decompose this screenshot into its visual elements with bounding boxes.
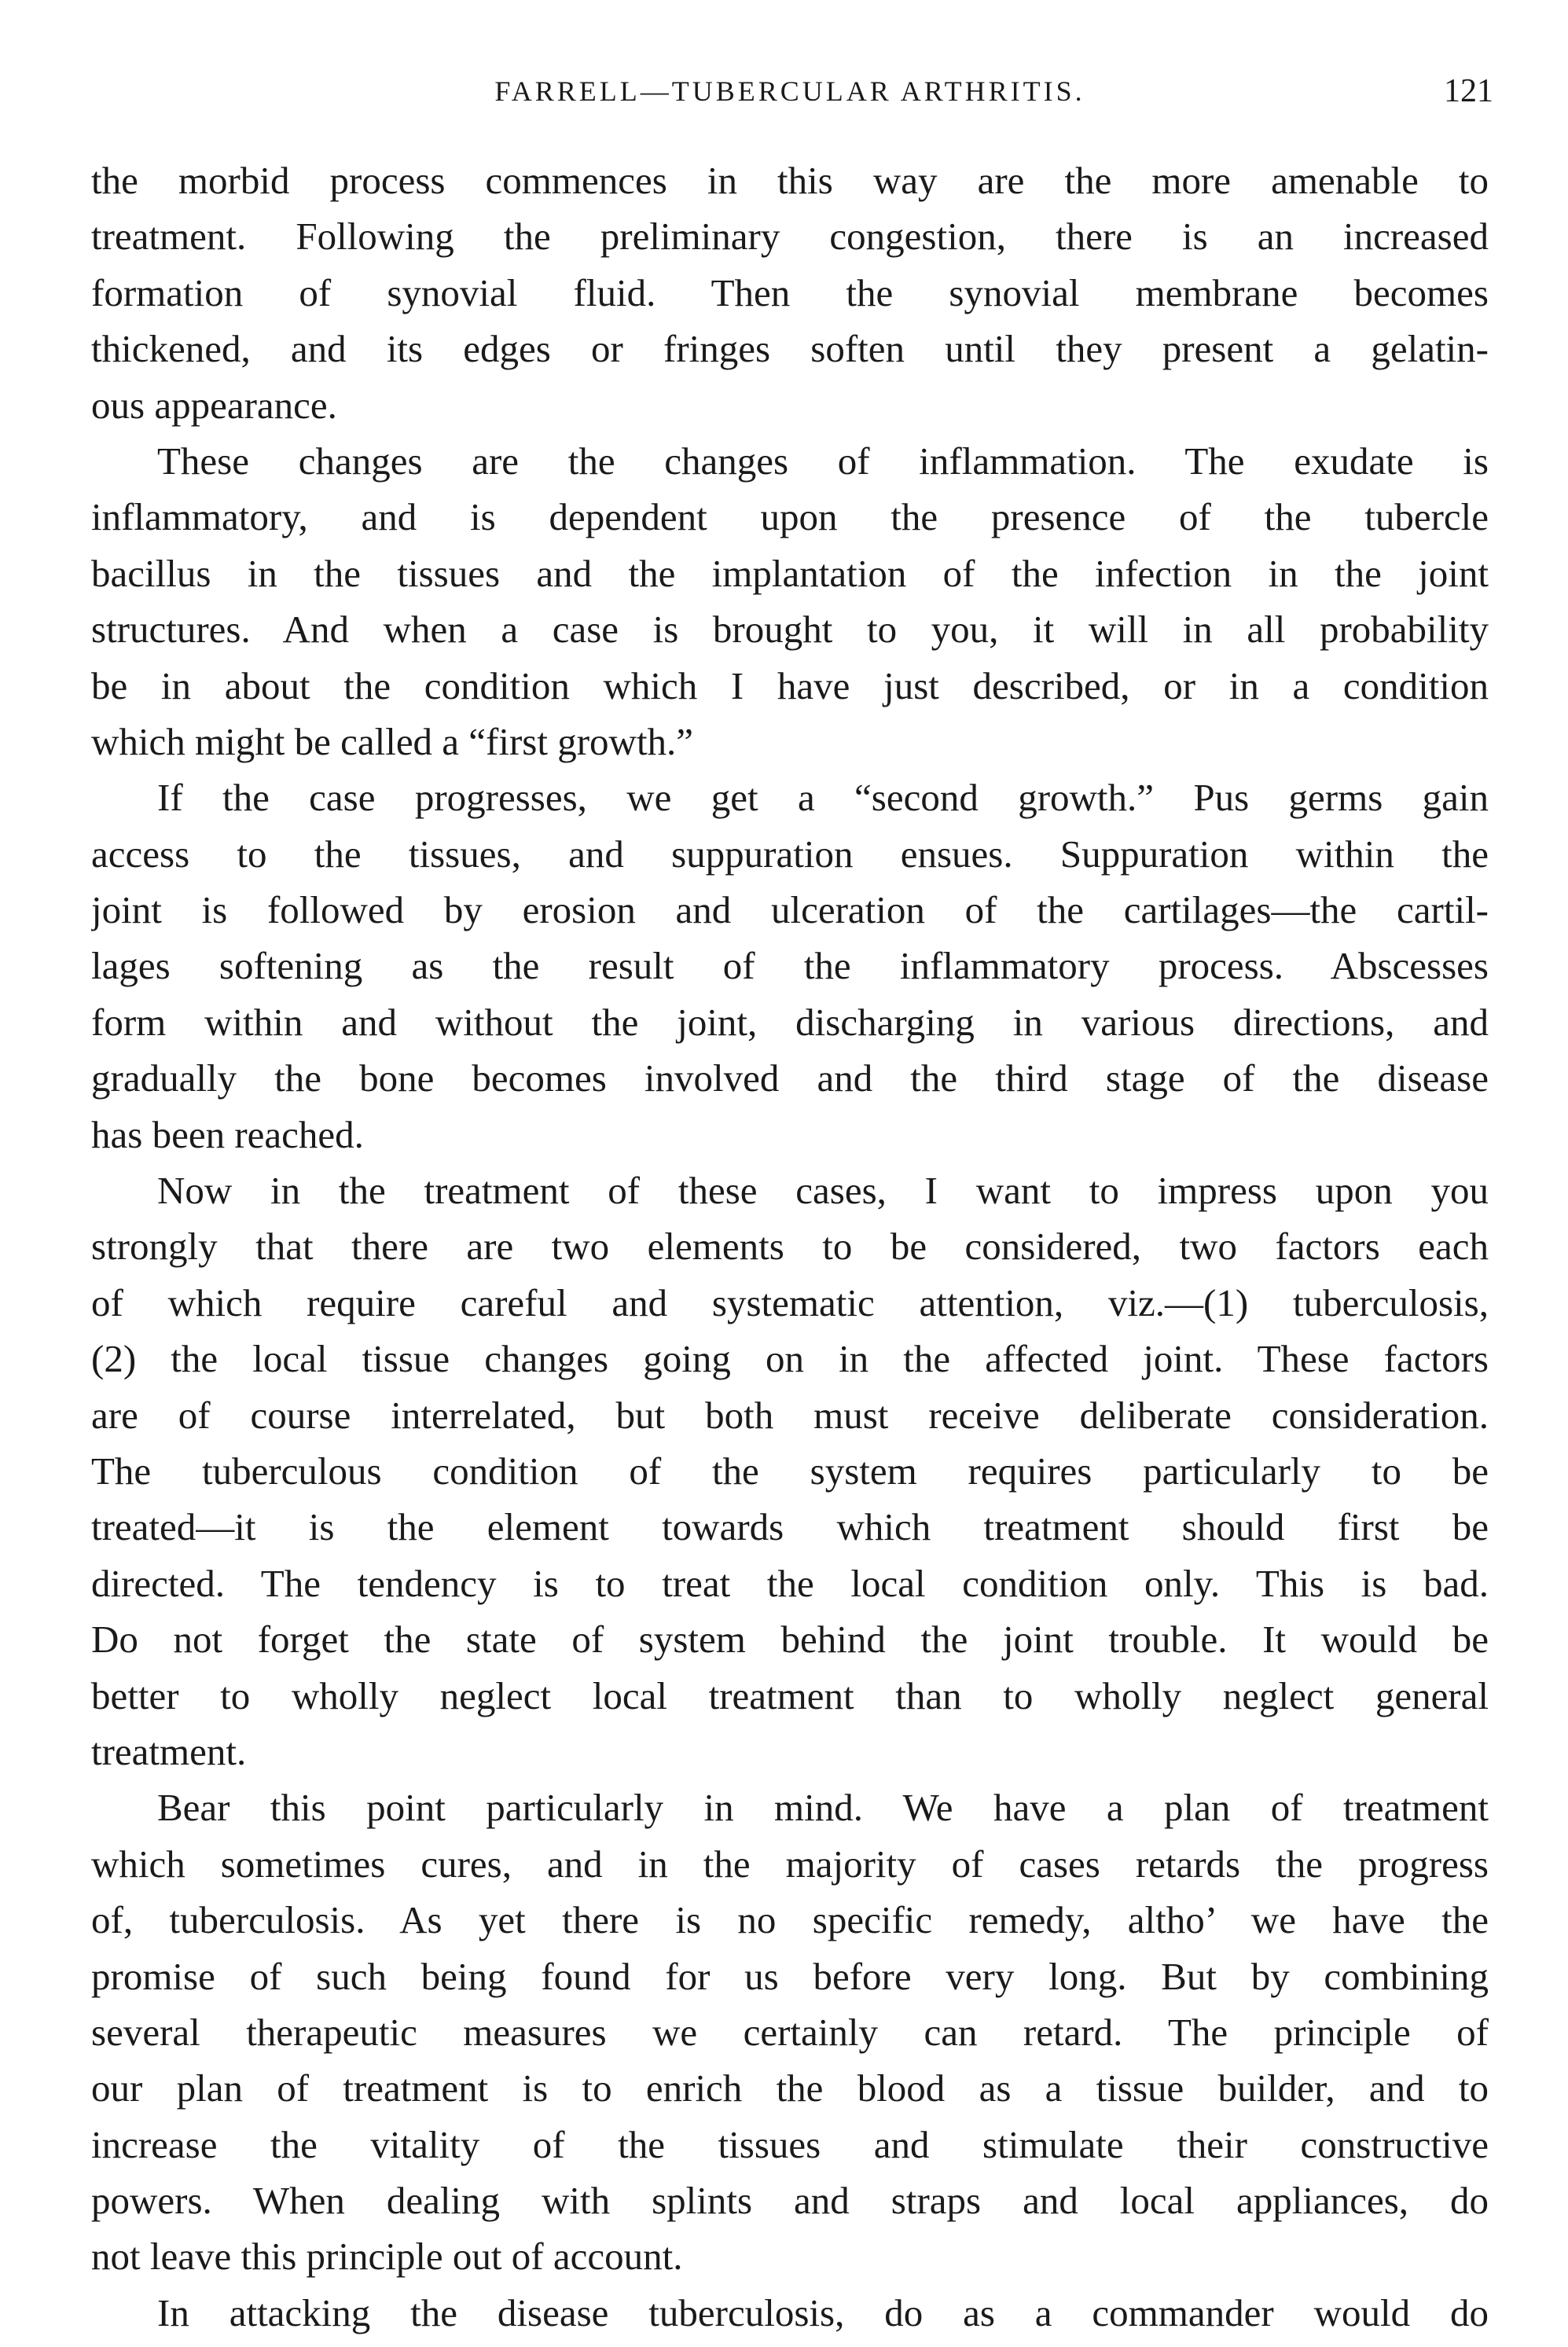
text-line: better to wholly neglect local treatment than to wholly neglect general [91,1673,1489,1717]
text-line: powers. When dealing with splints and straps and local appliances, do [91,2179,1489,2223]
text-line: bacillus in the tissues and the implantation of the infection in the joint [91,551,1489,595]
text-line: form within and without the joint, discharging in various directions, and [91,1000,1489,1044]
text-line: strongly that there are two elements to be considered, two factors each [91,1225,1489,1269]
text-line: of which require careful and systematic attention, viz.—(1) tuberculosis, [91,1280,1489,1324]
paragraph [91,1162,1489,1780]
text-line: our plan of treatment is to enrich the blood as a tissue builder, and to [91,2066,1489,2110]
text-line: Do not forget the state of system behind the joint trouble. It would be [91,1618,1489,1662]
text-line: treated—it is the element towards which treatment should first be [91,1505,1489,1549]
text-line: several therapeutic measures we certainly can retard. The principle of [91,2010,1489,2054]
text-line: are of course interrelated, but both must receive deliberate consideration. [91,1393,1489,1437]
body-text [91,152,1489,2341]
text-line: joint is followed by erosion and ulceration of the cartilages—the cartil- [91,888,1489,932]
text-line: has been reached. [91,1112,364,1156]
text-line: treatment. Following the preliminary congestion, there is an increased [91,215,1489,259]
text-line: the morbid process commences in this way are the more amenable to [91,159,1489,202]
text-line: gradually the bone becomes involved and the third stage of the disease [91,1056,1489,1100]
text-line: inflammatory, and is dependent upon the presence of the tubercle [91,495,1489,539]
paragraph [91,433,1489,769]
text-line: not leave this principle out of account. [91,2235,683,2279]
text-line: promise of such being found for us before very long. But by combining [91,1954,1489,1998]
paragraph [91,1780,1489,2285]
text-line: directed. The tendency is to treat the local condition only. This is bad. [91,1561,1489,1605]
paragraph [91,769,1489,1162]
text-line: be in about the condition which I have just described, or in a condition [91,663,1489,707]
text-line: structures. And when a case is brought to you, it will in all probability [91,608,1489,652]
running-head [86,68,1493,115]
paragraph [91,2285,1489,2341]
text-line: which might be called a “first growth.” [91,719,694,763]
text-line: The tuberculous condition of the system requires particularly to be [91,1449,1489,1493]
text-line: thickened, and its edges or fringes soften until they present a gelatin- [91,327,1489,371]
text-line: ous appearance. [91,383,337,427]
text-line: lages softening as the result of the inflammatory process. Abscesses [91,944,1489,988]
text-line: These changes are the changes of inflammation. The exudate is [157,439,1489,483]
text-line: access to the tissues, and suppuration ensues. Suppuration within the [91,832,1489,876]
text-line: which sometimes cures, and in the majority of cases retards the progress [91,1842,1489,1886]
text-line: (2) the local tissue changes going on in the affected joint. These factors [91,1337,1489,1381]
text-line: If the case progresses, we get a “second growth.” Pus germs gain [157,776,1489,820]
text-line: Bear this point particularly in mind. We have a plan of treatment [157,1786,1489,1830]
text-line: treatment. [91,1729,247,1773]
running-title: FARRELL—TUBERCULAR ARTHRITIS. [494,75,1085,107]
text-line: In attacking the disease tuberculosis, do as a commander would do [157,2290,1489,2334]
text-line: Now in the treatment of these cases, I want to impress upon you [157,1169,1489,1213]
text-line: formation of synovial fluid. Then the synovial membrane becomes [91,270,1489,314]
page-number: 121 [1444,73,1493,109]
text-line: increase the vitality of the tissues and stimulate their constructive [91,2122,1489,2166]
paragraph [91,152,1489,433]
text-line: of, tuberculosis. As yet there is no specific remedy, altho’ we have the [91,1898,1489,1942]
